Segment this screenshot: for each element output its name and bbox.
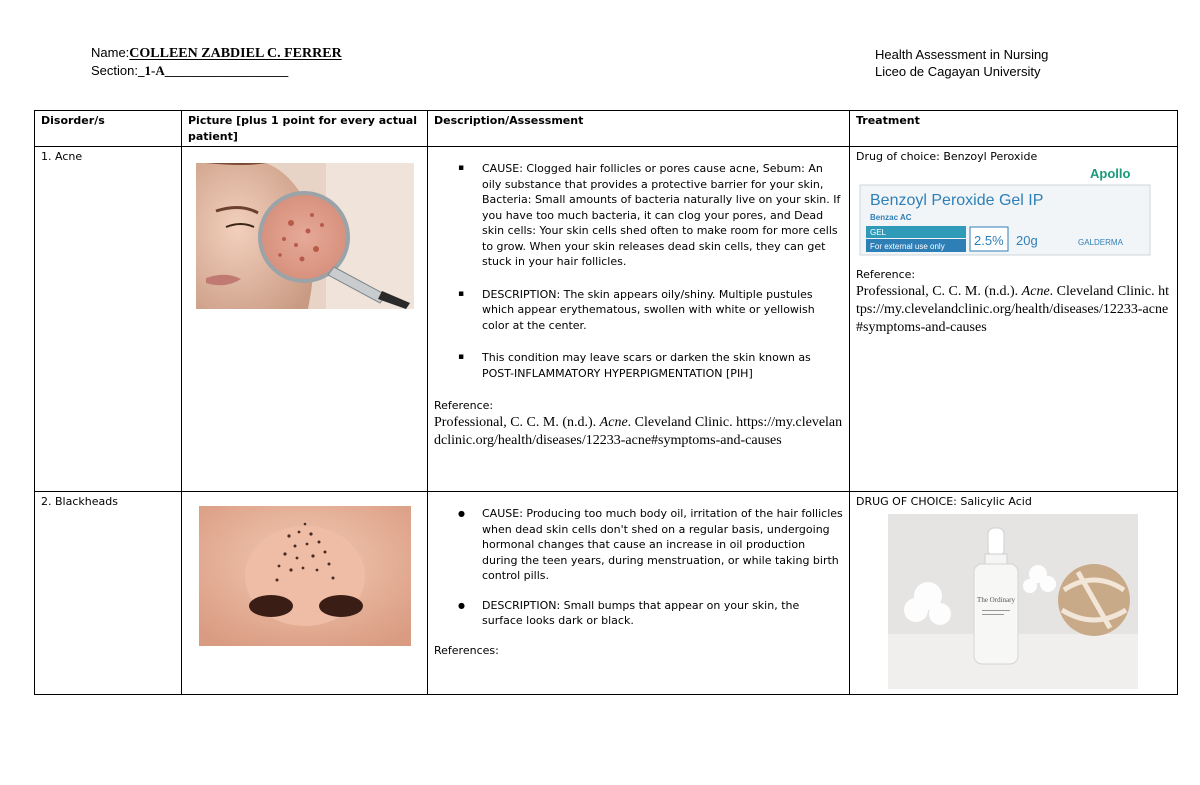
disorder-cell: 2. Blackheads <box>35 492 182 695</box>
section-value: _1-A___________________ <box>137 63 289 78</box>
reference-rest: . Cleveland Clinic. https://my.clevelandclinic.org/health/diseases/12233-acne#symptoms-and-causes <box>434 414 843 448</box>
weight-label: 20g <box>1016 232 1038 248</box>
section-line <box>91 62 421 79</box>
header-picture: Picture [plus 1 point for every actual patient] <box>182 111 428 147</box>
external-use-label: For external use only <box>870 241 945 251</box>
course-title: Health Assessment in Nursing <box>875 47 1049 62</box>
acne-face-image <box>196 163 414 309</box>
product-name: Benzoyl Peroxide Gel IP <box>870 191 1044 209</box>
header-description: Description/Assessment <box>428 111 850 147</box>
reference-author: Professional, C. C. M. (n.d.). <box>434 414 600 430</box>
product-sub: Benzac AC <box>870 212 912 222</box>
treatment-reference-label: Reference: <box>856 268 916 281</box>
table-row <box>35 492 1178 695</box>
reference-text <box>434 414 843 450</box>
treatment-reference-text <box>856 283 1171 337</box>
blackheads-description: ● DESCRIPTION: Small bumps that appear on your skin, the surface looks dark or black. <box>458 598 843 629</box>
treatment-reference-rest: . Cleveland Clinic. https://my.clevelandclinic.org/health/diseases/12233-acne#symptoms-and-causes <box>856 283 1170 335</box>
gel-label: GEL <box>870 227 887 237</box>
student-name: COLLEEN ZABDIEL C. FERRER <box>129 46 342 61</box>
section-label: Section: <box>91 63 138 78</box>
treatment-cell <box>850 147 1178 492</box>
disorder-cell: 1. Acne <box>35 147 182 492</box>
header-treatment: Treatment <box>850 111 1178 147</box>
course-info <box>875 46 1155 80</box>
treatment-cell <box>850 492 1178 695</box>
description-cell <box>428 147 850 492</box>
acne-cause: ▪ CAUSE: Clogged hair follicles or pores cause acne, Sebum: An oily substance that provides a protective barrier for your skin, Bacteria: Small amounts of bacteria naturally live on your skin. If you have too much bacteria, it can clog your pores, and Dead skin cells: Your skin cells shed often to make room for more cells to grow. When your skin releases dead skin cells, they can get stuck in your hair follicles. <box>458 161 843 270</box>
bottle-brand-label: The Ordinary <box>977 595 1015 604</box>
name-line <box>91 44 421 62</box>
table-header-row <box>35 111 1178 147</box>
header-disorder: Disorder/s <box>35 111 182 147</box>
drug-of-choice: DRUG OF CHOICE: Salicylic Acid <box>856 495 1032 508</box>
reference-label: Reference: <box>434 399 494 412</box>
name-label: Name: <box>91 45 130 60</box>
acne-bullet-list <box>458 161 843 381</box>
student-info <box>91 44 421 79</box>
apollo-logo: Apollo <box>1090 166 1131 181</box>
galderma-logo: GALDERMA <box>1078 237 1123 247</box>
school-name: Liceo de Cagayan University <box>875 64 1041 79</box>
blackheads-cause: ● CAUSE: Producing too much body oil, irritation of the hair follicles when dead skin cells don't shed on a regular basis, undergoing hormonal changes that cause an increase in oil production during the teen years, during menstruation, or while taking birth control pills. <box>458 506 843 584</box>
benzoyl-peroxide-box-image <box>856 167 1156 259</box>
treatment-heading <box>856 149 1171 165</box>
reference-title: Acne <box>599 414 628 430</box>
acne-description: ▪ DESCRIPTION: The skin appears oily/shiny. Multiple pustules which appear erythematous, swollen with white or yellowish color at the center. <box>458 287 843 334</box>
assessment-table <box>34 110 1178 695</box>
treatment-reference-author: Professional, C. C. M. (n.d.). <box>856 283 1022 299</box>
drug-of-choice: Drug of choice: Benzoyl Peroxide <box>856 150 1038 163</box>
acne-note: ▪ This condition may leave scars or darken the skin known as POST-INFLAMMATORY HYPERPIGMENTATION [PIH] <box>458 350 843 381</box>
table-row <box>35 147 1178 492</box>
salicylic-acid-bottle-image <box>888 514 1138 689</box>
strength-label: 2.5% <box>974 232 1004 248</box>
blackheads-nose-image <box>199 506 411 646</box>
treatment-reference-title: Acne <box>1021 283 1050 299</box>
picture-cell <box>182 492 428 695</box>
blackheads-bullet-list <box>458 506 843 629</box>
references-label: References: <box>434 643 499 657</box>
description-cell <box>428 492 850 695</box>
picture-cell <box>182 147 428 492</box>
